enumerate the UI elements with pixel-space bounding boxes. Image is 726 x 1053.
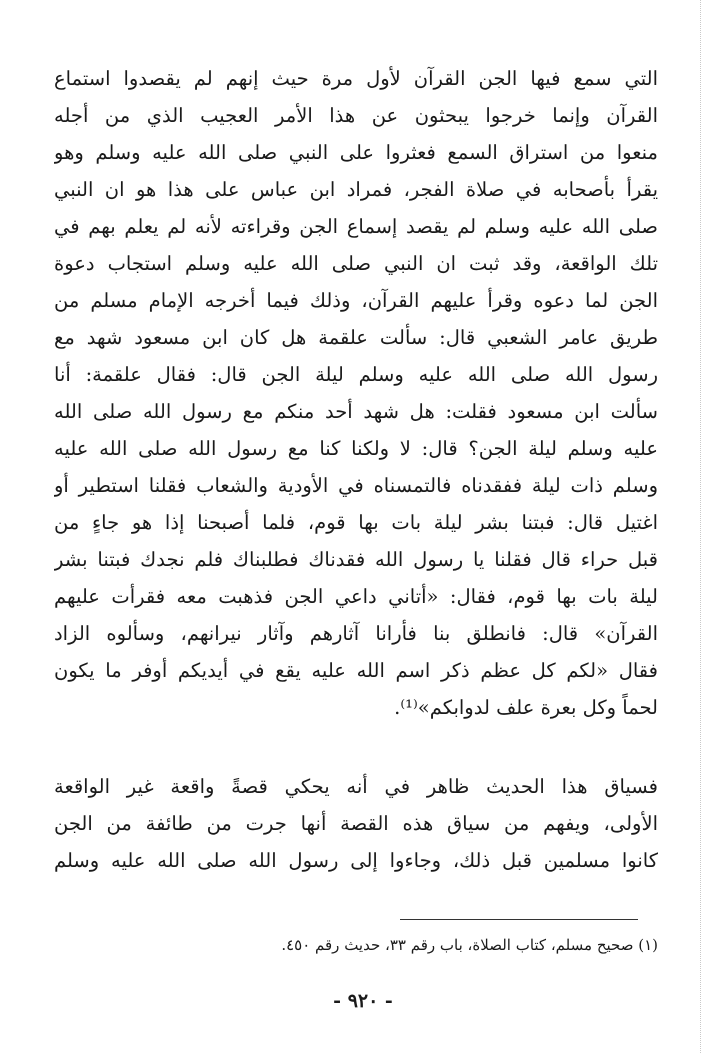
text-line: اغتيل قال: فبتنا بشر ليلة بات بها قوم، فلما أصبحنا إذا هو جاءٍ من: [54, 511, 658, 534]
page-edge-line: [700, 0, 701, 1053]
text-line: وسلم ذات ليلة ففقدناه فالتمسناه في الأودية والشعاب فقلنا استطير أو: [54, 474, 658, 497]
text-line: فقال «لكم كل عظم ذكر اسم الله عليه يقع في أيديكم أوفر ما يكون: [54, 659, 658, 682]
page-number: - ٩٢٠ -: [333, 990, 393, 1012]
text-line: فسياق هذا الحديث ظاهر في أنه يحكي قصةً واقعة غير الواقعة: [54, 775, 658, 798]
text-line: رسول الله صلى الله عليه وسلم ليلة الجن قال: فقال علقمة: أنا: [54, 363, 658, 386]
text-line: الجن لما دعوه وقرأ عليهم القرآن، وذلك فيما أخرجه الإمام مسلم من: [54, 289, 658, 312]
text-line: طريق عامر الشعبي قال: سألت علقمة هل كان ابن مسعود شهد مع: [54, 326, 658, 349]
text-line: عليه وسلم ليلة الجن؟ قال: لا ولكنا كنا مع رسول الله صلى الله عليه: [54, 437, 658, 460]
text-line: قبل حراء قال فقلنا يا رسول الله فقدناك فطلبناك فلم نجدك فبتنا بشر: [54, 548, 658, 571]
text-line: القرآن وإنما خرجوا يبحثون عن هذا الأمر العجيب الذي من أجله: [54, 104, 658, 127]
text-line: سألت ابن مسعود فقلت: هل شهد أحد منكم مع رسول الله صلى الله: [54, 400, 658, 423]
text-line: تلك الواقعة، وقد ثبت ان النبي صلى الله عليه وسلم استجاب دعوة: [54, 252, 658, 275]
text-line: التي سمع فيها الجن القرآن لأول مرة حيث إنهم لم يقصدوا استماع: [54, 67, 658, 90]
main-paragraph: [54, 60, 658, 726]
second-paragraph: [54, 768, 658, 879]
footnote-divider: [400, 919, 638, 920]
text-line: القرآن» قال: فانطلق بنا فأرانا آثارهم وآثار نيرانهم، وسألوه الزاد: [54, 622, 658, 645]
text-line: الأولى، ويفهم من سياق هذه القصة أنها جرت من طائفة من الجن: [54, 812, 658, 835]
text-line: يقرأ بأصحابه في صلاة الفجر، فمراد ابن عباس على هذا هو ان النبي: [54, 178, 658, 201]
footnote: (١) صحيح مسلم، كتاب الصلاة، باب رقم ٣٣، حديث رقم ٤٥٠.: [281, 936, 658, 954]
text-line-last: لحماً وكل بعرة علف لدوابكم»⁽¹⁾.: [394, 696, 658, 719]
text-line: منعوا من استراق السمع فعثروا على النبي صلى الله عليه وسلم وهو: [54, 141, 658, 164]
text-line: كانوا مسلمين قبل ذلك، وجاءوا إلى رسول الله صلى الله عليه وسلم: [54, 849, 658, 872]
text-line: ليلة بات بها قوم، فقال: «أتاني داعي الجن فذهبت معه فقرأت عليهم: [54, 585, 658, 608]
text-line: صلى الله عليه وسلم لم يقصد إسماع الجن وقراءته لأنه لم يعلم بهم في: [54, 215, 658, 238]
